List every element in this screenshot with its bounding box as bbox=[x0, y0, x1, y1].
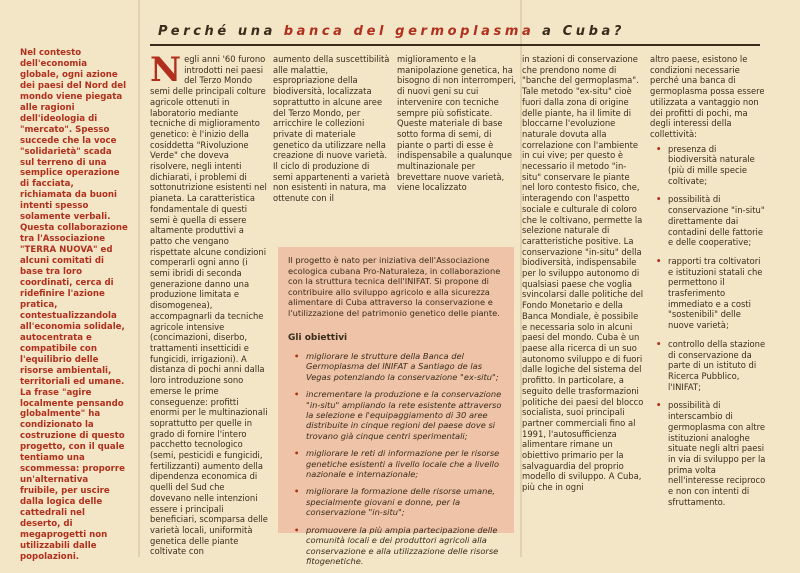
condition-item bbox=[650, 256, 768, 331]
condition-text: possibilità di interscambio di germoplasma con altre istituzioni analoghe situate negli altri paesi in via di sviluppo per la prima volta nell'interesse reciproco e non con intenti di sfruttamento. bbox=[668, 400, 766, 507]
objective-item bbox=[286, 448, 506, 479]
objective-text: promuovere la più ampia partecipazione delle comunità locali e dei produttori agricoli alla conservazione e alla utilizzazione delle risorse fitogenetiche. bbox=[306, 524, 499, 566]
body-column-2: aumento della suscettibilità alle malattie, espropriazione della biodiversità, localizzata soprattutto in alcune aree del Terzo Mondo, per arricchire le collezioni private di materiale genetico da utilizzare nella creazione di nuove varietà. Il ciclo di produzione di semi appartenenti a varietà non esistenti in natura, ma ottenute con il bbox=[273, 54, 390, 204]
bullet-icon: • bbox=[656, 143, 662, 154]
objectives-list bbox=[286, 351, 506, 573]
title-lead: Perché una bbox=[158, 24, 276, 39]
title-bar bbox=[150, 24, 760, 46]
bullet-icon: • bbox=[294, 524, 300, 535]
objective-item bbox=[286, 389, 506, 441]
bullet-icon: • bbox=[294, 448, 300, 459]
objective-text: incrementare la produzione e la conservazione "in-situ" ampliando la rete esistente attraverso la selezione e l'equipaggiamento di 30 aree distribuite in cinque regioni del paese dove si trovano già cinque centri sperimentali; bbox=[306, 389, 502, 441]
condition-text: rapporti tra coltivatori e istituzioni statali che permettono il trasferimento immediato e a costi "sostenibili" delle nuove varietà; bbox=[668, 255, 763, 331]
body-column-3: miglioramento e la manipolazione genetica, ha bisogno di non interromperi, di nuovi geni su cui intervenire con tecniche sempre più sofisticate. Queste materiale di base sotto forma di semi, di piante o parti di esse è indispensabile a qualunque multinazionale per brevettare nuove varietà, viene localizzato bbox=[397, 54, 517, 193]
condition-item bbox=[650, 339, 768, 393]
condition-text: possibilità di conservazione "in-situ" direttamente dai contadini delle fattorie e delle cooperative; bbox=[668, 194, 765, 248]
objective-text: migliorare le reti di informazione per le risorse genetiche esistenti a livello locale che a livello nazionale e internazionale; bbox=[306, 448, 500, 480]
bullet-icon: • bbox=[294, 389, 300, 400]
right-column bbox=[650, 54, 768, 549]
objective-item bbox=[286, 525, 506, 567]
conditions-list bbox=[650, 144, 768, 508]
condition-text: controllo della stazione di conservazione da parte di un istituto di Ricerca Pubblico, l'INIFAT; bbox=[668, 338, 766, 392]
bullet-icon: • bbox=[294, 351, 300, 361]
page-fold-left bbox=[138, 0, 140, 557]
condition-item bbox=[650, 144, 768, 187]
objective-item bbox=[286, 351, 506, 382]
condition-item bbox=[650, 194, 768, 248]
condition-item bbox=[650, 400, 768, 507]
body-column-1 bbox=[150, 50, 268, 557]
right-column-intro: altro paese, esistono le condizioni necessarie perché una banca di germoplasma possa essere utilizzata a vantaggio non dei profitti di pochi, ma degli interessi della collettività: bbox=[650, 54, 765, 139]
project-intro: Il progetto è nato per iniziativa dell'Associazione ecologica cubana Pro-Naturaleza, in collaborazione con la struttura tecnica dell'INIFAT. Si propone di contribuire allo sviluppo agricolo e alla sicurezza alimentare di Cuba attraverso la conservazione e l'utilizzazione del patrimonio genetico delle piante. bbox=[288, 255, 501, 318]
objective-text: migliorare le strutture della Banca del Germoplasma del INIFAT a Santiago de las Vegas potenziando la conservazione "ex-situ"; bbox=[306, 351, 499, 382]
objectives-heading: Gli obiettivi bbox=[288, 333, 348, 343]
title-tail: a Cuba? bbox=[542, 24, 626, 39]
condition-text: presenza di biodiversità naturale (più di mille specie coltivate; bbox=[668, 143, 755, 186]
project-box bbox=[278, 247, 514, 566]
page-title bbox=[158, 24, 625, 39]
title-highlight: banca del germoplasma bbox=[283, 24, 535, 39]
bullet-icon: • bbox=[656, 400, 662, 411]
objective-text: migliorare la formazione delle risorse umane, specialmente giovani e donne, per la conservazione "in-situ"; bbox=[306, 486, 496, 518]
bullet-icon: • bbox=[656, 338, 662, 349]
bullet-icon: • bbox=[656, 255, 662, 266]
bullet-icon: • bbox=[656, 194, 662, 205]
body-column-1-text: egli anni '60 furono introdotti nei paesi del Terzo Mondo semi delle principali colture agricole ottenuti in laboratorio mediante tecniche di miglioramento genetico: è l'inizio della cosiddetta "Rivoluzione Verde" che doveva risolvere, negli intenti dichiarati, i problemi di sottonutrizione esistenti nel pianeta. La caratteristica fondamentale di questi semi è quella di essere altamente produttivi a patto che vengano rispettate alcune condizioni comperarli ogni anno (i semi ibridi di seconda generazione danno una produzione limitata e disomogenea), accompagnarli da tecniche agricole intensive (concimazioni, diserbo, trattamenti insetticidi e fungicidi, irrigazioni). A distanza di pochi anni dalla loro introduzione sono emerse le prime conseguenze: profitti enormi per le multinazionali soprattutto per quelle in grado di fornire l'intero pacchetto tecnologico (semi, pesticidi e fungicidi, fertilizzanti) aumento della dipendenza economica di quelli del Sud che dovevano nelle intenzioni essere i principali beneficiari, scomparsa delle varietà locali, uniformità genetica delle piante coltivate con bbox=[150, 54, 268, 557]
body-column-4: in stazioni di conservazione che prendono nome di "banche del germoplasma". Tale metodo "ex-situ" cioè fuori dalla zona di origine delle piante, ha il limite di bloccarne l'evoluzione naturale dovuta alla correlazione con l'ambiente in cui vive; per questo è necessario il metodo "in-situ" conservare le piante nel loro contesto fisico, che, interagendo con l'aspetto sociale e culturale di coloro che le coltivano, permette la selezione naturale di caratteristiche positive. La conservazione "in-situ" della biodiversità, indispensabile per lo sviluppo autonomo di qualsiasi paese che voglia svincolarsi dalle politiche del Fondo Monetario e della Banca Mondiale, è possibile e necessaria solo in alcuni paesi del mondo. Cuba è un paese alla ricerca di un suo autonomo sviluppo e di fuori dalle logiche del sistema del profitto. In particolare, a seguito delle trasformazioni politiche dei paesi del blocco socialista, suoi principali partner commerciali fino al 1991, l'autosufficienza alimentare rimane un obiettivo primario per la salvaguardia del proprio modello di sviluppo. A Cuba, più che in ogni bbox=[522, 54, 644, 493]
objective-item bbox=[286, 486, 506, 517]
bullet-icon: • bbox=[294, 486, 300, 497]
left-column-text: Nel contesto dell'economia globale, ogni azione dei paesi del Nord del mondo viene piegata alle ragioni dell'ideologia di "mercato". Spesso succede che la voce "solidarietà" scada sul terreno di una semplice operazione di facciata, richiamata da buoni intenti spesso solamente verbali. Questa collaborazione tra l'Associazione "TERRA NUOVA" ed alcuni comitati di base tra loro coordinati, cerca di ridefinire l'azione pratica, contestualizzandola all'economia solidale, autocentrata e compatibile con l'equilibrio delle risorse ambientali, territoriali ed umane. La frase "agire localmente pensando globalmente" ha condizionato la costruzione di questo progetto, con il quale tentiamo una scommessa: proporre un'alternativa fruibile, per uscire dalla logica delle cattedrali nel deserto, di megaprogetti non utilizzabili dalle popolazioni. bbox=[20, 48, 128, 562]
drop-cap: N bbox=[150, 50, 182, 90]
